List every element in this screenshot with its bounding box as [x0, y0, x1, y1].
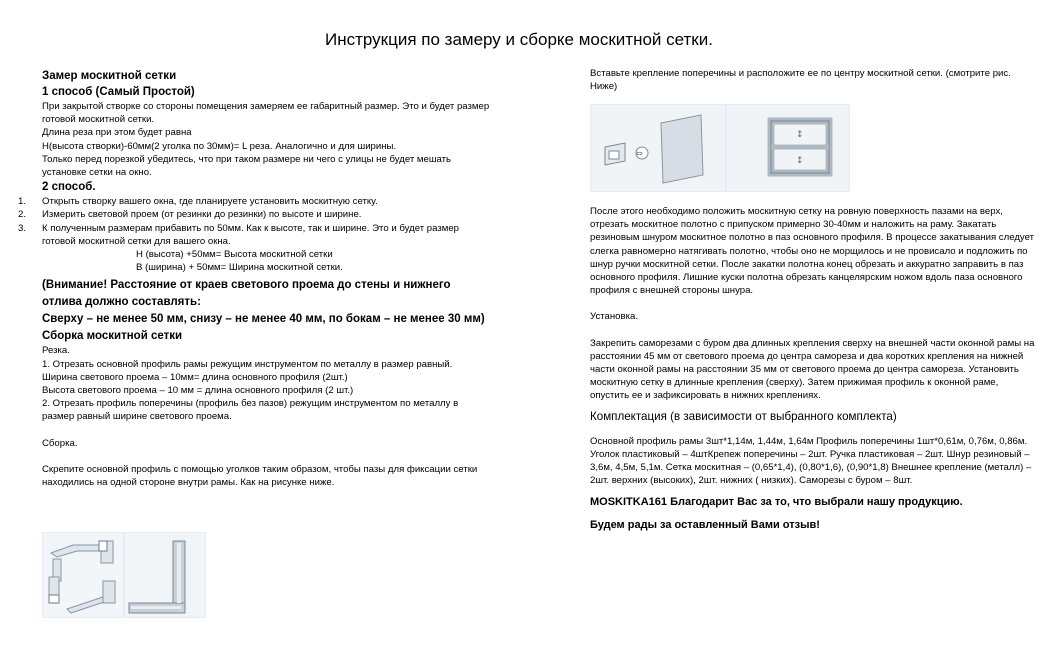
document-title: Инструкция по замеру и сборке москитной сетки. [325, 30, 713, 49]
list-item: 3. К полученным размерам прибавить по 50мм. Как к высоте, так и ширине. Это и будет размер готовой москитной сетки для вашего окна. [18, 222, 460, 247]
corner-frame-illustration [43, 533, 123, 617]
assembly-text: Скрепите основной профиль с помощью уголков таким образом, чтобы пазы для фиксации сетки находились на одной стороне внутри рамы. Как на рисунке ниже. [42, 463, 478, 489]
corner-assembly-image [42, 532, 124, 618]
height-formula: Н (высота) +50мм= Высота москитной сетки [136, 249, 333, 261]
cut-label: Резка. [42, 345, 70, 357]
install-label: Установка. [590, 311, 639, 323]
mesh-paragraph: После этого необходимо положить москитную сетку на ровную поверхность пазами на верх, отрезать москитное полотно с припуском примерно 30-40мм и наложить на раму. Закатать резиновым шнуром москитное полотно в паз основного профиля. В процессе закатывания следует слегка равномерно натягивать полотно, чтобы оно не морщилось и не провисало и подложить по шнур ручки москитной сетки. После закатки полотна конец обрезать и аккуратно заправить в паз основного профиля. Лишние куски полотна обрезать канцелярским ножом вдоль паза основного профиля с внешней стороны шнура. [590, 206, 1035, 297]
thanks-text: MOSKITKA161 Благодарит Вас за то, что выбрали нашу продукцию. [590, 496, 963, 509]
heading-measure: Замер москитной сетки [42, 70, 177, 82]
left-column [18, 68, 492, 489]
right-column [590, 67, 1035, 93]
right-column-body [590, 205, 1035, 532]
crossbar-instruction: Вставьте крепление поперечины и расположите ее по центру москитной сетки. (смотрите рис. Ниже) [590, 68, 1011, 93]
width-formula: В (ширина) + 50мм= Ширина москитной сетки. [136, 262, 343, 274]
svg-text:↕: ↕ [796, 130, 804, 140]
cut-width: Ширина светового проема – 10мм= длина основного профиля (2шт.) [42, 371, 348, 383]
method1-paragraph-4: Только перед порезкой убедитесь, что при таком размере ни чего с улицы не будет мешать установке сетки на окно. [42, 153, 452, 179]
crossbar-mount-image [590, 104, 726, 192]
method1-paragraph-1: При закрытой створке со стороны помещения замеряем ее габаритный размер. Это и будет размер готовой москитной сетки. [42, 101, 490, 126]
svg-text:⇔: ⇔ [636, 149, 643, 158]
method1-paragraph-2: Длина реза при этом будет равна [42, 127, 192, 139]
corner-detail-image [124, 532, 206, 618]
install-text: Закрепить саморезами с буром два длинных крепления сверху на внешней части оконной рамы на расстоянии 45 мм от светового проема до центра самореза и два коротких крепления на нижней части оконной рамы на расстоянии 35 мм от светового проема до центра самореза. Установить москитную сетку в длинные крепления (сверху). Затем прижимая профиль к оконной раме, опустить ее и зафиксировать в нижних креплениях. [590, 337, 1035, 402]
warning-line-2: Сверху – не менее 50 мм, снизу – не менее 40 мм, по бокам – не менее 30 мм) [42, 313, 485, 326]
kit-title: Комплектация (в зависимости от выбранного комплекта) [590, 409, 897, 423]
feedback-text: Будем рады за оставленный Вами отзыв! [590, 518, 820, 531]
crossbar-mount-illustration [591, 105, 725, 191]
frame-crossbar-illustration [727, 105, 849, 191]
warning-line-1: (Внимание! Расстояние от краев светового проема до стены и нижнего отлива должно составлять: [42, 279, 451, 309]
list-item: 2. Измерить световой проем (от резинки до резинки) по высоте и ширине. [18, 209, 362, 221]
cut-height: Высота светового проема – 10 мм = длина основного профиля (2 шт.) [42, 385, 354, 397]
assembly-label: Сборка. [42, 437, 78, 449]
method1-formula: H(высота створки)-60мм(2 уголка по 30мм)= L реза. Аналогично и для ширины. [42, 140, 397, 152]
frame-crossbar-image [726, 104, 850, 192]
kit-text: Основной профиль рамы 3шт*1,14м, 1,44м, 1,64м Профиль поперечины 1шт*0,61м, 0,76м, 0,86м. Уголок пластиковый – 4штКрепеж поперечины – 2шт. Ручка пластиковая – 2шт. Шнур резиновый – 3,6м, 4,5м, 5,1м. Сетка москитная – (0,65*1,4), (0,80*1,6), (0,90*1,8) Внешнее крепление (металл) – 2шт. верхних (высоких), 2шт. нижних ( низких). Саморезы с буром – 8шт. [590, 435, 1032, 487]
corner-detail-illustration [125, 533, 205, 617]
heading-method-2: 2 способ. [42, 181, 96, 194]
heading-assembly: Сборка москитной сетки [42, 330, 183, 343]
cut-step-1: 1. Отрезать основной профиль рамы режущим инструментом по металлу в размер равный. [42, 358, 453, 370]
heading-method-1: 1 способ (Самый Простой) [42, 86, 195, 98]
svg-text:↕: ↕ [796, 156, 804, 166]
cut-step-2: 2. Отрезать профиль поперечины (профиль без пазов) режущим инструментом по металлу в размер равный ширине светового проема. [42, 398, 459, 423]
list-item: 1. Открыть створку вашего окна, где планируете установить москитную сетку. [18, 196, 378, 208]
method2-list [18, 195, 492, 248]
